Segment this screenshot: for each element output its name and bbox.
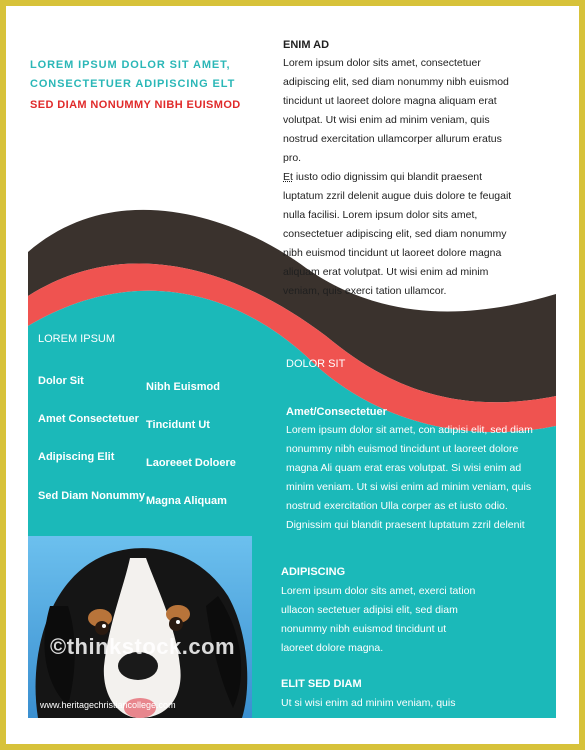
subtitle: SED DIAM NONUMMY NIBH EUISMOD (30, 99, 241, 111)
dolor-heading: DOLOR SIT (286, 358, 346, 370)
enim-paragraph-2-first-word: Et (283, 171, 293, 183)
enim-paragraph-2-rest: iusto odio dignissim qui blandit praesent luptatum zzril delenit augue duis dolore te feugait nulla facilisi. Lorem ipsum dolor sits amet, consectetuer adipiscing elit, sed diam nonummy nibh euismod tincidunt ut laoreet dolore magna aliquam erat volutpat. Ut wisi enim ad minim veniam, quis exerci tation ullamcor. (283, 171, 512, 297)
enim-paragraph-2 (283, 168, 563, 301)
left-col1-item: Adipiscing Elit (38, 451, 115, 463)
photo-watermark: ©thinkstock.com (50, 634, 236, 659)
left-col1-item: Amet Consectetuer (38, 413, 139, 425)
main-title-line1: LOREM IPSUM DOLOR SIT AMET, (30, 59, 231, 71)
left-col2-item: Nibh Euismod (146, 381, 220, 393)
dolor-subheading: Amet/Consectetuer (286, 406, 387, 418)
left-col1-item: Dolor Sit (38, 375, 84, 387)
elit-heading: ELIT SED DIAM (281, 678, 362, 690)
adipiscing-body: Lorem ipsum dolor sits amet, exerci tation ullacon sectetuer adipisi elit, sed diam nonummy nibh euismod tincidunt ut laoreet dolore magna. (281, 585, 476, 654)
main-title-line2: CONSECTETUER ADIPISCING ELT (30, 78, 236, 90)
photo-credit: www.heritagechristiancollege.com (40, 700, 176, 710)
left-col2-item: Magna Aliquam (146, 495, 227, 507)
left-col2-item: Laoreeet Doloere (146, 457, 236, 469)
main-title (30, 56, 235, 94)
left-col2-item: Tincidunt Ut (146, 419, 210, 431)
adipiscing-heading: ADIPISCING (281, 566, 346, 578)
elit-body: Ut si wisi enim ad minim veniam, quis (281, 697, 456, 709)
brochure-page (6, 6, 579, 744)
left-panel-heading: LOREM IPSUM (38, 333, 116, 345)
enim-heading: ENIM AD (283, 39, 330, 51)
left-col1-item: Sed Diam Nonummy (38, 490, 145, 502)
dog-illustration (28, 536, 252, 718)
dog-photo (28, 536, 252, 718)
enim-paragraph-1: Lorem ipsum dolor sits amet, consectetuer adipiscing elit, sed diam nonummy nibh euismod tincidunt ut laoreet dolore magna aliquam erat volutpat. Ut wisi enim ad minim veniam, quis nostrud exercitation ullamcorper allurum eratus pro. (283, 57, 509, 164)
dolor-body: Lorem ipsum dolor sit amet, con adipisi elit, sed diam nonummy nibh euismod tincidunt ut laoreet dolore magna Ali quam erat eras volutpat. Si wisi enim ad minim veniam. Ut si wisi enim ad minim veniam, quis nostrud exercitation Ulla corper as et iusto odio. Dignissim qui blandit praesent luptatum zzril delenit (286, 424, 533, 531)
